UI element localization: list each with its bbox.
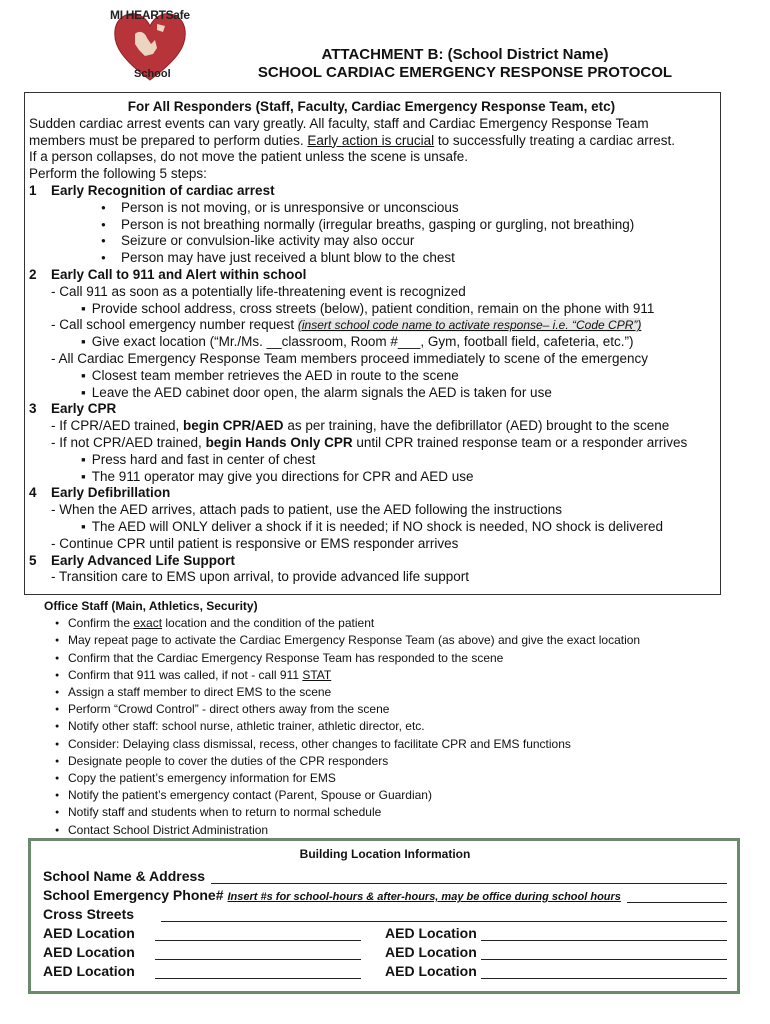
building-location-box (28, 838, 740, 994)
responders-heading: For All Responders (Staff, Faculty, Cardiac Emergency Response Team, etc) (127, 99, 616, 114)
aed-location-field[interactable] (481, 945, 727, 960)
school-name-label: School Name & Address (43, 868, 206, 884)
step-1-list (29, 200, 714, 267)
step-2-line: - Call 911 as soon as a potentially life-threatening event is recognized (51, 283, 466, 299)
step-3-subitem: ▪ Press hard and fast in center of chest (29, 452, 714, 469)
cross-streets-label: Cross Streets (43, 906, 135, 922)
step-2-subitem: ▪ Leave the AED cabinet door open, the alarm signals the AED is taken for use (29, 385, 714, 402)
all-responders-box (24, 92, 721, 595)
aed-location-row (43, 922, 727, 941)
list-item: ● Designate people to cover the duties of the CPR responders (68, 753, 744, 770)
step-2-subitem: ▪ Give exact location (“Mr./Ms. __classroom, Room #___, Gym, football field, cafeteria, etc.”) (29, 334, 714, 351)
list-item: ● Person is not breathing normally (irregular breaths, gasping or gurgling, not breathing) (121, 217, 714, 234)
step-2-subitem: ▪ Provide school address, cross streets (below), patient condition, remain on the phone with 911 (29, 301, 714, 318)
list-item: ● Confirm that the Cardiac Emergency Response Team has responded to the scene (68, 650, 744, 667)
aed-location-label: AED Location (43, 963, 135, 979)
list-item: ● Confirm that 911 was called, if not - call 911 STAT (68, 667, 744, 684)
aed-location-field[interactable] (155, 926, 361, 941)
cross-streets-field[interactable] (161, 907, 727, 922)
insert-code-name-note: (insert school code name to activate response– i.e. “Code CPR”) (297, 318, 642, 333)
step-4-subitem: ▪ The AED will ONLY deliver a shock if it is needed; if NO shock is needed, NO shock is delivered (29, 519, 714, 536)
step-2-line: - All Cardiac Emergency Response Team members proceed immediately to scene of the emergency (51, 350, 649, 366)
aed-location-field[interactable] (481, 926, 727, 941)
step-2-heading: 2 Early Call to 911 and Alert within school (29, 266, 307, 282)
emergency-phone-note: Insert #s for school-hours & after-hours, may be office during school hours (227, 891, 621, 903)
aed-location-field[interactable] (155, 964, 361, 979)
step-2-line: - Call school emergency number request (insert school code name to activate response– i.e. “Code CPR”) (51, 317, 642, 333)
cross-streets-row (43, 903, 727, 922)
list-item: ● Copy the patient’s emergency information for EMS (68, 770, 744, 787)
list-item: ● Person may have just received a blunt blow to the chest (121, 250, 714, 267)
document-title: ATTACHMENT B: (School District Name) (321, 46, 609, 63)
step-4-heading: 4 Early Defibrillation (29, 485, 171, 501)
step-3-line: - If not CPR/AED trained, begin Hands Only CPR until CPR trained response team or a responder arrives (51, 434, 688, 450)
step-4-line: - Continue CPR until patient is responsive or EMS responder arrives (51, 535, 459, 551)
office-staff-section (44, 598, 744, 839)
school-name-field[interactable] (211, 869, 727, 884)
document-subtitle: SCHOOL CARDIAC EMERGENCY RESPONSE PROTOCOL (257, 64, 673, 81)
step-5-line: - Transition care to EMS upon arrival, to provide advanced life support (51, 569, 469, 585)
intro-line-1: Sudden cardiac arrest events can vary greatly. All faculty, staff and Cardiac Emergency Response Team (29, 115, 649, 131)
aed-location-row (43, 941, 727, 960)
aed-location-row (43, 960, 727, 979)
list-item: ● Perform “Crowd Control” - direct others away from the scene (68, 701, 744, 718)
building-heading: Building Location Information (299, 847, 471, 861)
office-list (44, 615, 744, 839)
emergency-phone-field[interactable] (627, 888, 727, 903)
list-item: ● Seizure or convulsion-like activity may also occur (121, 233, 714, 250)
logo-bottom-text: School (134, 68, 171, 80)
list-item: ● Contact School District Administration (68, 822, 744, 839)
intro-line-2: members must be prepared to perform duties. Early action is crucial to successfully treating a cardiac arrest. (29, 132, 676, 148)
aed-location-label: AED Location (385, 944, 477, 960)
list-item: ● Notify the patient’s emergency contact (Parent, Spouse or Guardian) (68, 787, 744, 804)
step-4-line: - When the AED arrives, attach pads to patient, use the AED following the instructions (51, 502, 563, 518)
step-3-heading: 3 Early CPR (29, 401, 117, 417)
emergency-phone-row (43, 884, 727, 903)
list-item: ● Assign a staff member to direct EMS to the scene (68, 684, 744, 701)
list-item: ● Consider: Delaying class dismissal, recess, other changes to facilitate CPR and EMS functions (68, 736, 744, 753)
office-heading: Office Staff (Main, Athletics, Security) (44, 599, 258, 613)
list-item: ● Notify other staff: school nurse, athletic trainer, athletic director, etc. (68, 718, 744, 735)
step-3-line: - If CPR/AED trained, begin CPR/AED as per training, have the defibrillator (AED) brought to the scene (51, 418, 670, 434)
intro-line-4: Perform the following 5 steps: (29, 166, 207, 182)
intro-line-3: If a person collapses, do not move the patient unless the scene is unsafe. (29, 149, 469, 165)
emergency-phone-label: School Emergency Phone# (43, 887, 224, 903)
list-item: ● Person is not moving, or is unresponsive or unconscious (121, 200, 714, 217)
aed-location-label: AED Location (43, 944, 135, 960)
step-1-heading: 1 Early Recognition of cardiac arrest (29, 182, 275, 198)
logo-top-text: MI HEARTSafe (110, 8, 190, 22)
school-name-row (43, 865, 727, 884)
aed-location-label: AED Location (43, 925, 135, 941)
aed-location-field[interactable] (155, 945, 361, 960)
step-5-heading: 5 Early Advanced Life Support (29, 552, 236, 568)
step-2-subitem: ▪ Closest team member retrieves the AED in route to the scene (29, 368, 714, 385)
list-item: ● Notify staff and students when to return to normal schedule (68, 804, 744, 821)
list-item: ● May repeat page to activate the Cardiac Emergency Response Team (as above) and give the exact location (68, 632, 744, 649)
aed-location-label: AED Location (385, 963, 477, 979)
aed-location-label: AED Location (385, 925, 477, 941)
list-item: ● Confirm the exact location and the condition of the patient (68, 615, 744, 632)
step-3-subitem: ▪ The 911 operator may give you directions for CPR and AED use (29, 469, 714, 486)
aed-location-field[interactable] (481, 964, 727, 979)
